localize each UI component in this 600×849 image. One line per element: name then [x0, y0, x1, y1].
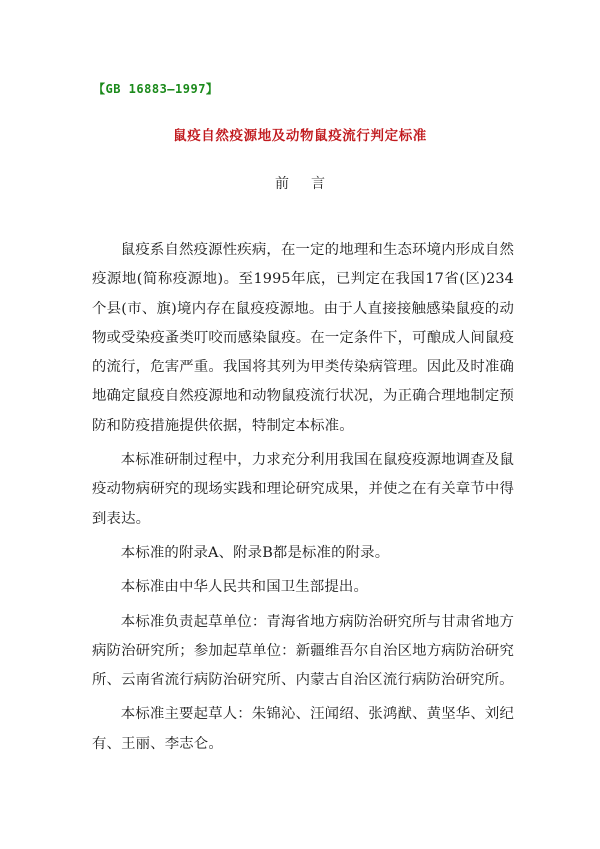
document-title: 鼠疫自然疫源地及动物鼠疫流行判定标准 [173, 128, 427, 144]
standard-code: 【GB 16883—1997】 [93, 82, 219, 96]
foreword-paragraph: 本标准负责起草单位：青海省地方病防治研究所与甘肃省地方病防治研究所；参加起草单位：新疆维吾尔自治区地方病防治研究所、云南省流行病防治研究所、内蒙古自治区流行病防治研究所。 [92, 613, 514, 689]
foreword-paragraph: 本标准研制过程中，力求充分利用我国在鼠疫疫源地调查及鼠疫动物病研究的现场实践和理论研究成果，并使之在有关章节中得到表达。 [92, 452, 514, 527]
foreword-body [92, 236, 514, 759]
section-heading-foreword: 前言 [275, 176, 347, 192]
foreword-paragraph: 鼠疫系自然疫源性疾病，在一定的地理和生态环境内形成自然疫源地(简称疫源地)。至1995年底，已判定在我国17省(区)234个县(市、旗)境内存在鼠疫疫源地。由于人直接接触感染鼠疫的动物或受染疫蚤类叮咬而感染鼠疫。在一定条件下，可酿成人间鼠疫的流行，危害严重。我国将其列为甲类传染病管理。因此及时准确地确定鼠疫自然疫源地和动物鼠疫流行状况，为正确合理地制定预防和防疫措施提供依据，特制定本标准。 [92, 242, 514, 434]
foreword-paragraph: 本标准的附录A、附录B都是标准的附录。 [120, 544, 390, 561]
foreword-paragraph: 本标准由中华人民共和国卫生部提出。 [120, 579, 368, 596]
foreword-paragraph: 本标准主要起草人：朱锦沁、汪闻绍、张鸿猷、黄坚华、刘纪有、王丽、李志仑。 [92, 706, 514, 752]
